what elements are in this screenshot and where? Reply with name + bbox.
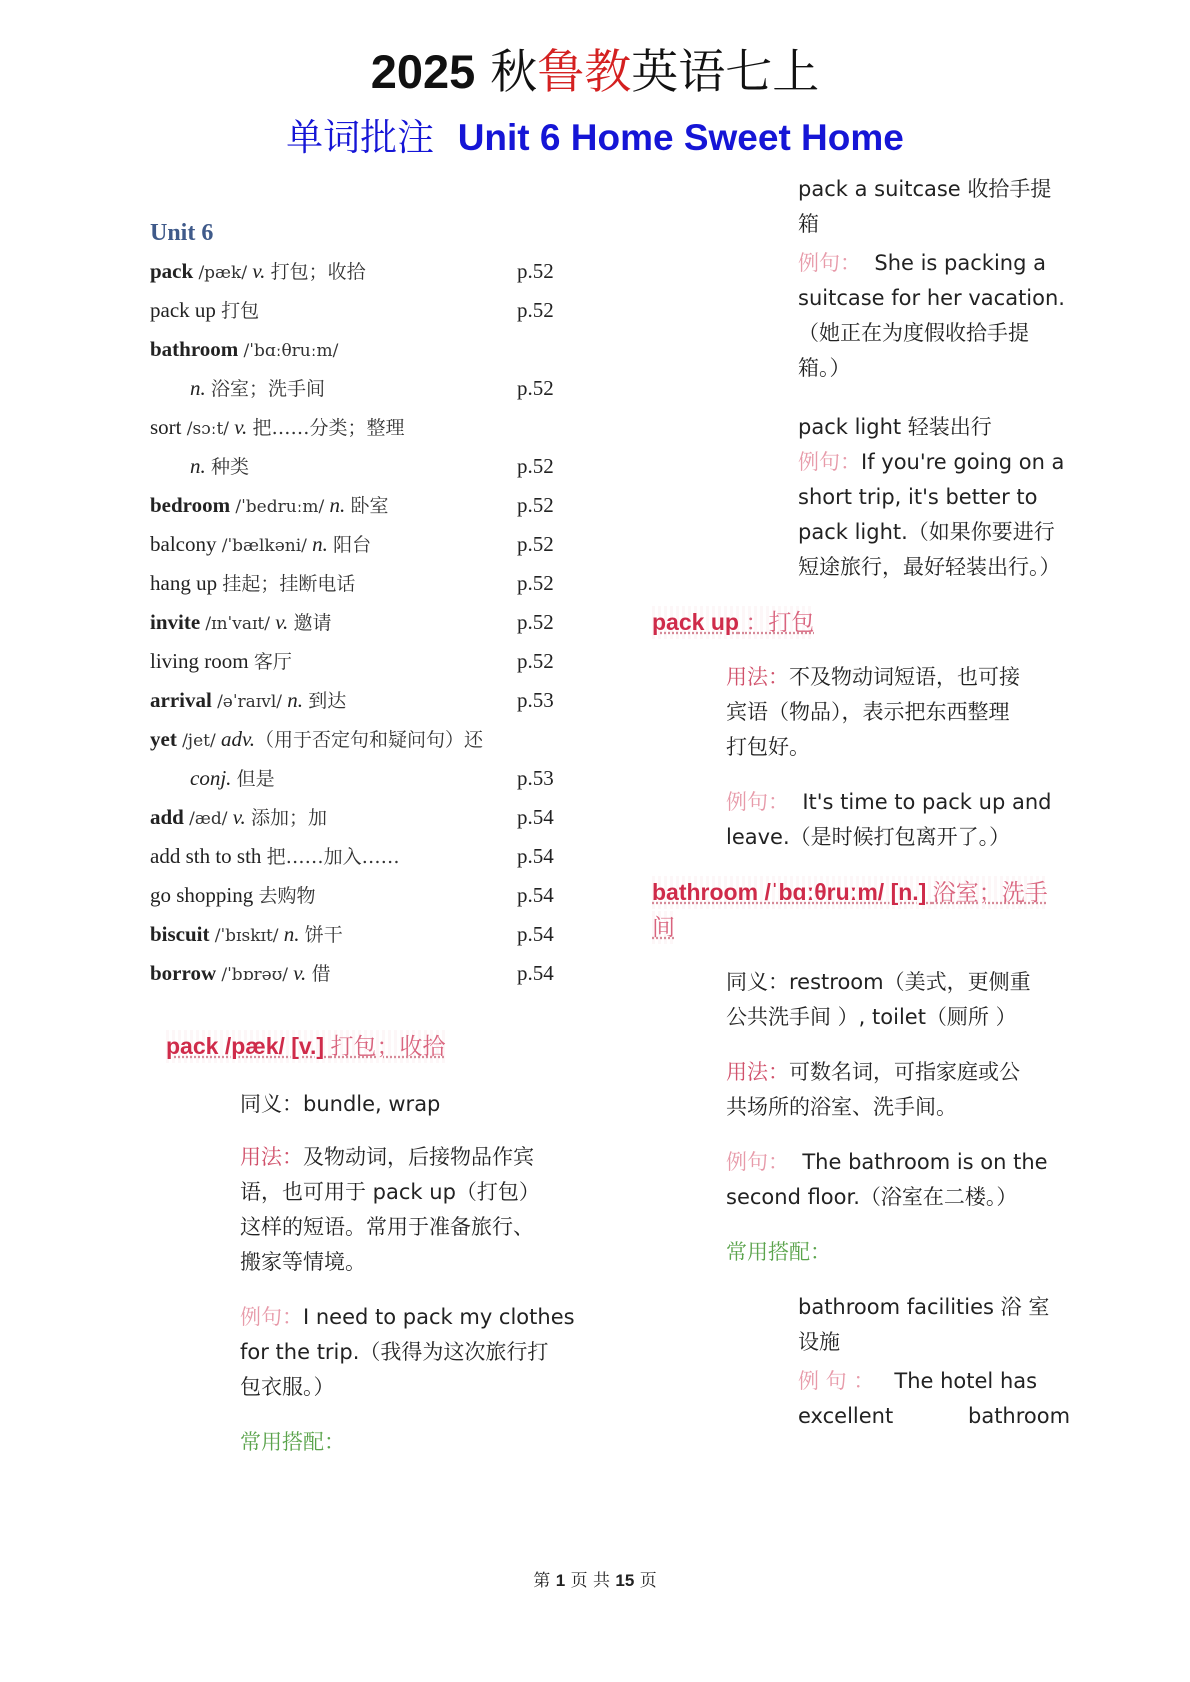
usage-line: 这样的短语。常用于准备旅行、 xyxy=(240,1215,534,1239)
vocab-line: living room 客厅 xyxy=(150,649,292,673)
page-ref: p.52 xyxy=(517,610,554,634)
collocation-line: 箱 xyxy=(798,212,819,236)
example-line: leave.（是时候打包离开了。） xyxy=(726,825,1011,849)
vocab-line: add /æd/ v. 添加；加 xyxy=(150,805,327,829)
vocab-line: balcony /ˈbælkəni/ n. 阳台 xyxy=(150,532,372,556)
example-line: suitcase for her vacation. xyxy=(798,286,1065,310)
subtitle-zh: 单词批注 xyxy=(286,116,435,159)
vocab-line: pack up 打包 xyxy=(150,298,260,322)
page-ref: p.52 xyxy=(517,376,554,400)
page-ref: p.54 xyxy=(517,844,554,868)
entry-heading-pack-up: pack up ：打包 xyxy=(652,606,814,639)
usage-line: 共场所的浴室、洗手间。 xyxy=(726,1095,957,1119)
usage-line: 打包好。 xyxy=(726,735,810,759)
page-ref: p.54 xyxy=(517,805,554,829)
usage-line: 宾语（物品），表示把东西整理 xyxy=(726,700,1010,724)
usage-line: 用法：可数名词，可指家庭或公 xyxy=(726,1060,1020,1084)
vocab-line: n. 种类 xyxy=(190,454,250,478)
example-line: 短途旅行，最好轻装出行。） xyxy=(798,555,1061,579)
example-line: second floor.（浴室在二楼。） xyxy=(726,1185,1018,1209)
subtitle-en: Unit 6 Home Sweet Home xyxy=(457,117,904,158)
collocation-line: bathroom facilities 浴 室 xyxy=(798,1295,1050,1319)
collocation-line: pack light 轻装出行 xyxy=(798,415,992,439)
entry-heading-pack: pack /pæk/ [v.] 打包；收拾 xyxy=(166,1030,445,1063)
title-year: 2025 xyxy=(370,45,476,98)
collocation-label: 常用搭配： xyxy=(726,1240,831,1264)
page-ref: p.52 xyxy=(517,454,554,478)
page-ref: p.52 xyxy=(517,298,554,322)
page-ref: p.54 xyxy=(517,961,554,985)
example-line: 例句： It's time to pack up and xyxy=(726,790,1052,814)
vocab-line: invite /ɪnˈvaɪt/ v. 邀请 xyxy=(150,610,332,634)
page-ref: p.54 xyxy=(517,883,554,907)
page-ref: p.52 xyxy=(517,259,554,283)
vocab-line: biscuit /ˈbɪskɪt/ n. 饼干 xyxy=(150,922,343,946)
page-ref: p.52 xyxy=(517,493,554,517)
example-line: pack light.（如果你要进行 xyxy=(798,520,1055,544)
vocab-line: hang up 挂起；挂断电话 xyxy=(150,571,356,595)
vocab-line: pack /pæk/ v. 打包；收拾 xyxy=(150,259,366,283)
example-line: 包衣服。） xyxy=(240,1375,335,1399)
collocation-line: 设施 xyxy=(798,1330,840,1354)
synonym-text: 同义：bundle, wrap xyxy=(240,1092,441,1116)
page-ref: p.53 xyxy=(517,766,554,790)
page-ref: p.52 xyxy=(517,532,554,556)
example-line: （她正在为度假收拾手提 xyxy=(798,321,1029,345)
page-ref: p.52 xyxy=(517,649,554,673)
unit-heading: Unit 6 xyxy=(150,220,214,246)
vocab-line: n. 浴室；洗手间 xyxy=(190,376,326,400)
usage-line: 用法：不及物动词短语，也可接 xyxy=(726,665,1020,689)
synonym-text: 同义：restroom（美式，更侧重 xyxy=(726,970,1031,994)
page-ref: p.54 xyxy=(517,922,554,946)
example-line: 箱。） xyxy=(798,356,851,380)
example-line: 例句：I need to pack my clothes xyxy=(240,1305,575,1329)
vocab-line: sort /sɔːt/ v. 把……分类；整理 xyxy=(150,415,405,439)
title-red-part: 鲁教 xyxy=(537,45,632,100)
usage-line: 搬家等情境。 xyxy=(240,1250,366,1274)
vocab-line: conj. 但是 xyxy=(190,766,275,790)
title-part-a: 秋 xyxy=(490,45,538,100)
page-title xyxy=(0,42,1190,103)
example-line: 例句： The bathroom is on the xyxy=(726,1150,1048,1174)
vocab-line: add sth to sth 把……加入…… xyxy=(150,844,400,868)
example-line: 例句： She is packing a xyxy=(798,251,1046,275)
synonym-text: 公共洗手间 ）, toilet（厕所 ） xyxy=(726,1005,1017,1029)
page-footer: 第 1 页 共 15 页 xyxy=(533,1571,657,1591)
example-line: 例 句 ： The hotel has xyxy=(798,1369,1038,1393)
vocab-line: arrival /əˈraɪvl/ n. 到达 xyxy=(150,688,347,712)
vocab-line: yet /jet/ adv.（用于否定句和疑问句）还 xyxy=(150,727,483,751)
example-line: excellent xyxy=(798,1404,894,1428)
entry-heading-bathroom: bathroom /ˈbɑːθruːm/ [n.] 浴室；洗手 xyxy=(652,876,1048,909)
collocation-label: 常用搭配： xyxy=(240,1430,345,1454)
example-line: for the trip.（我得为这次旅行打 xyxy=(240,1340,549,1364)
vocab-line: bedroom /ˈbedruːm/ n. 卧室 xyxy=(150,493,389,517)
usage-line: 语，也可用于 pack up（打包） xyxy=(240,1180,540,1204)
example-line: bathroom xyxy=(968,1404,1071,1428)
title-part-b: 英语七上 xyxy=(631,45,820,100)
example-line: 例句：If you're going on a xyxy=(798,450,1065,474)
example-line: short trip, it's better to xyxy=(798,485,1038,509)
page-subtitle xyxy=(0,112,1190,164)
page-ref: p.52 xyxy=(517,571,554,595)
vocab-line: bathroom /ˈbɑːθruːm/ xyxy=(150,337,339,361)
vocab-line: go shopping 去购物 xyxy=(150,883,316,907)
page-ref: p.53 xyxy=(517,688,554,712)
collocation-line: pack a suitcase 收拾手提 xyxy=(798,177,1052,201)
entry-heading-bathroom-cont: 间 xyxy=(652,911,675,944)
usage-line: 用法：及物动词，后接物品作宾 xyxy=(240,1145,534,1169)
vocab-line: borrow /ˈbɒrəʊ/ v. 借 xyxy=(150,961,331,985)
